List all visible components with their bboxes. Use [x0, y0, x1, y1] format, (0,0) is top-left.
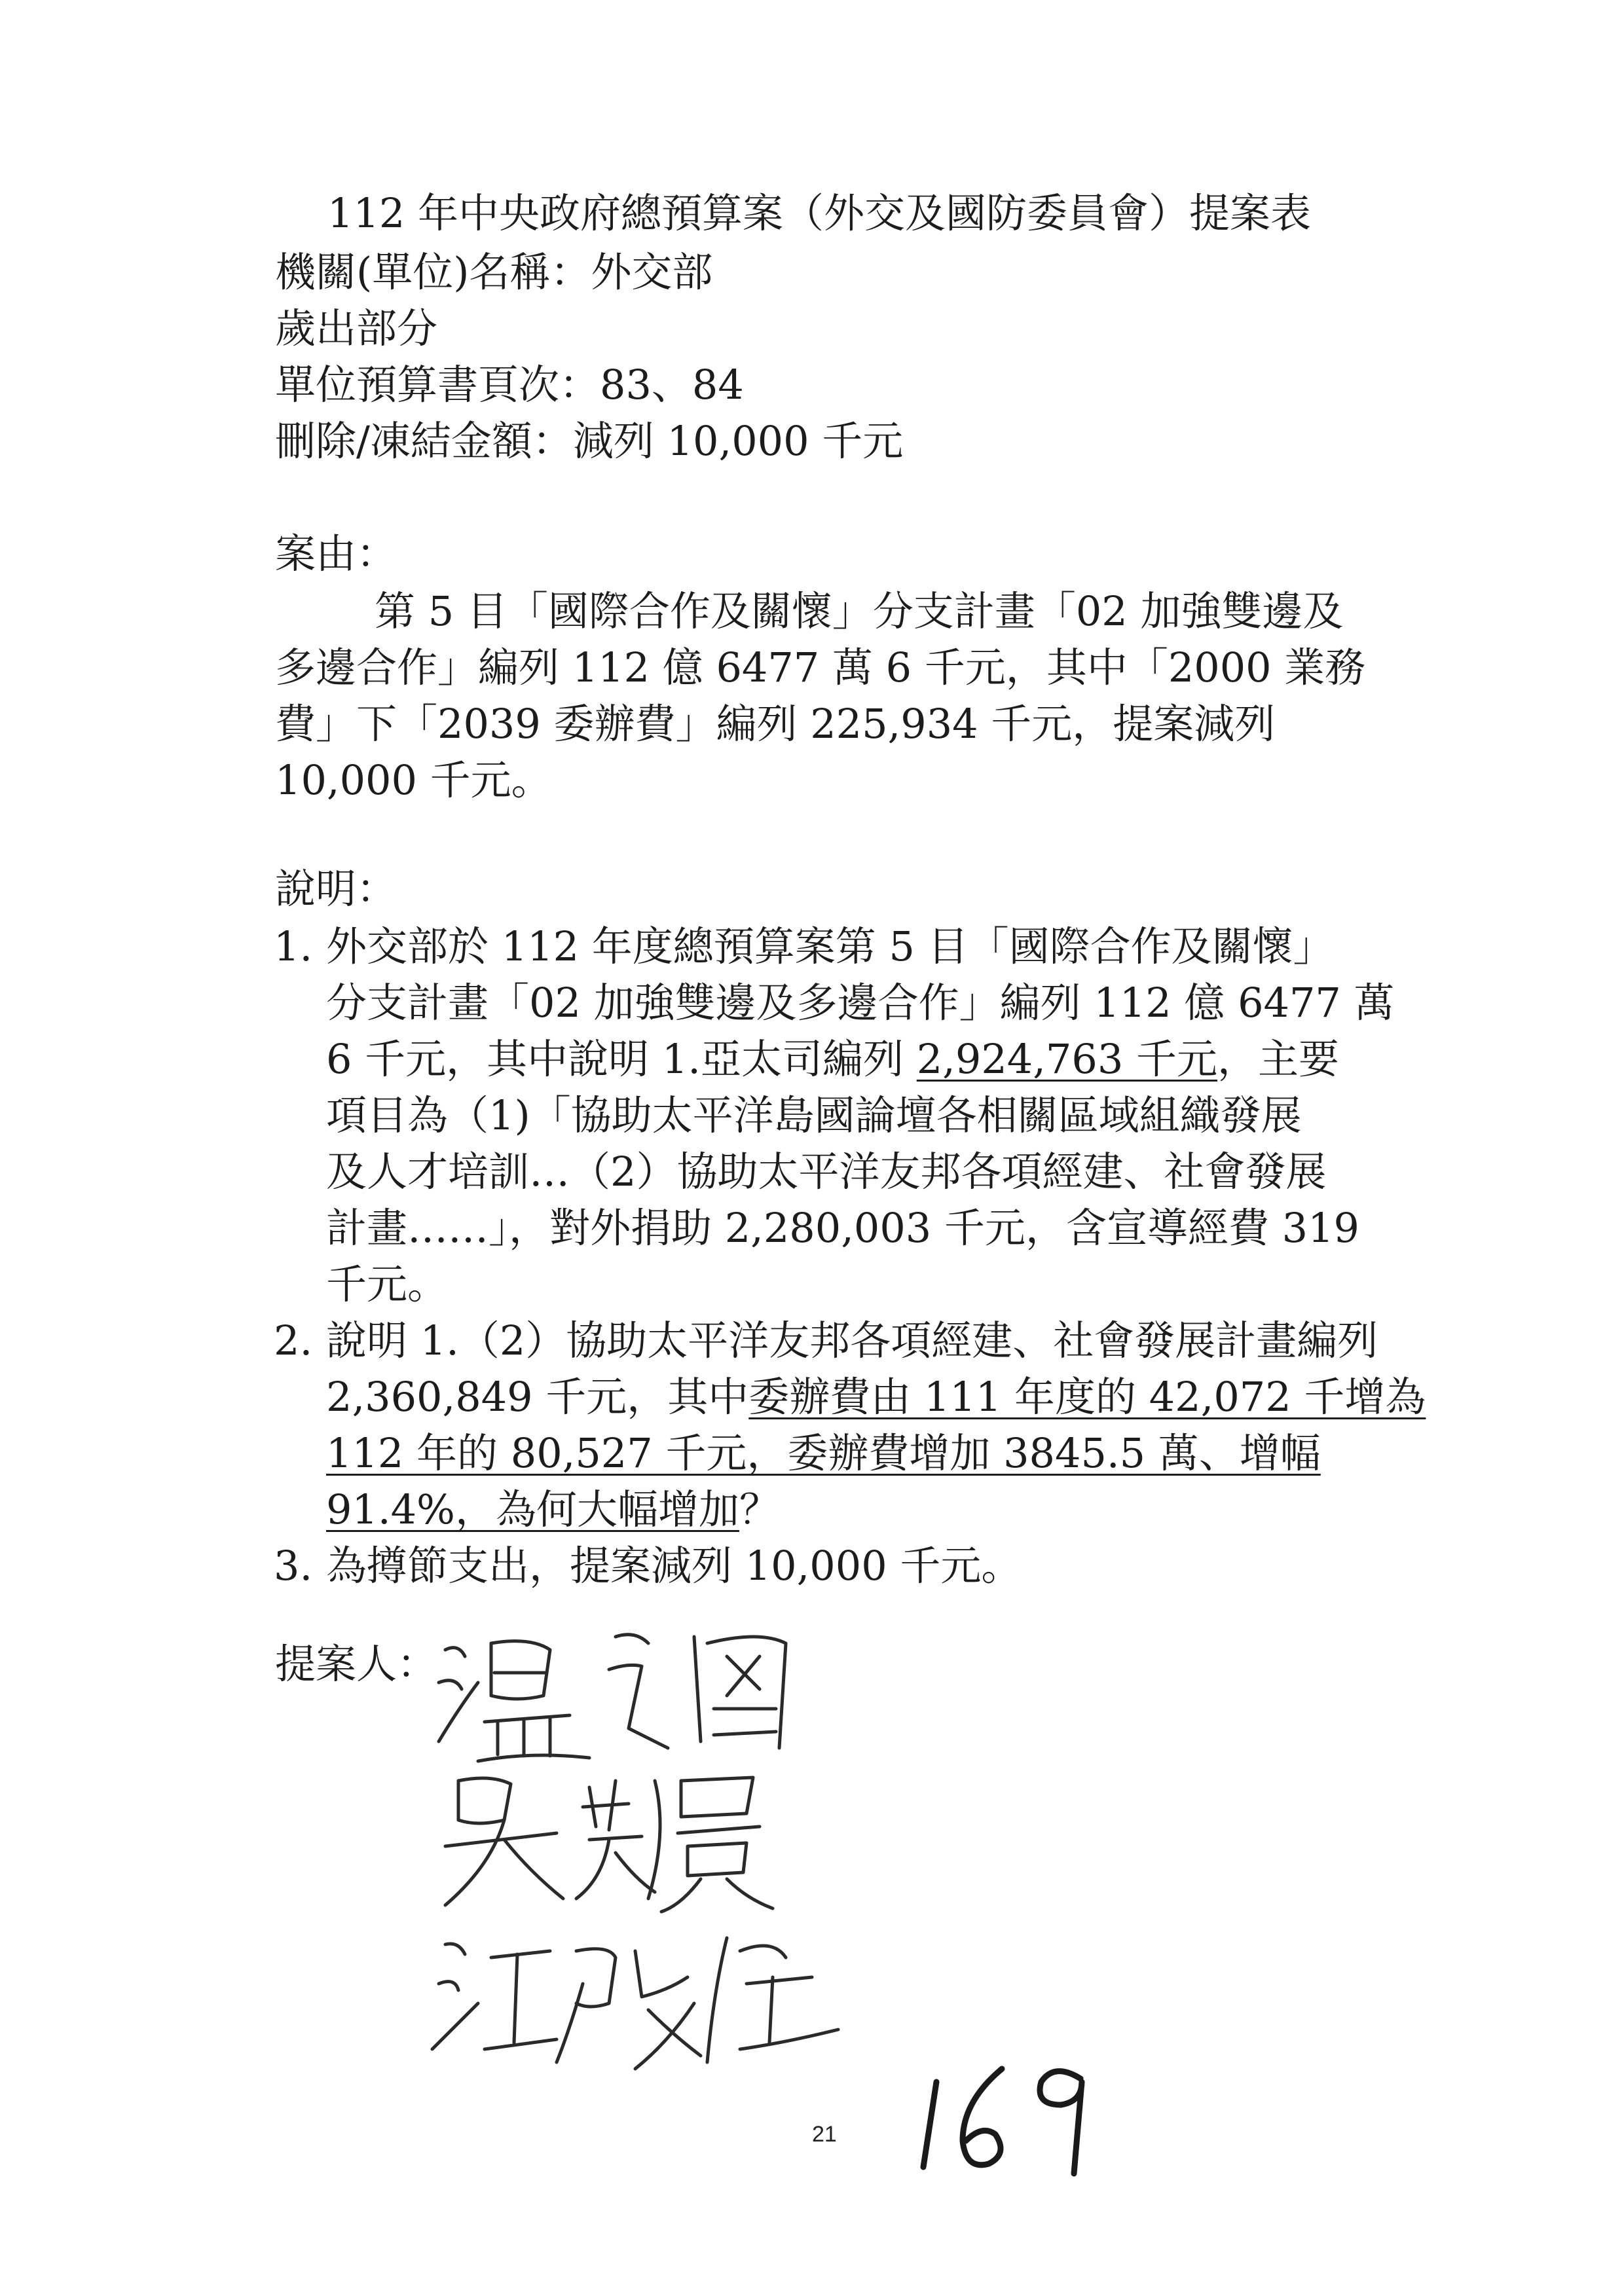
item2-text: ？ — [739, 1485, 780, 1533]
agency-line: 機關(單位)名稱：外交部 — [275, 248, 713, 296]
item1-line — [326, 1032, 1339, 1087]
item1-text: ，主要 — [1217, 1035, 1339, 1083]
item3-line: 為撙節支出，提案減列 10,000 千元。 — [326, 1542, 1022, 1590]
amount-line: 刪除/凍結金額：減列 10,000 千元 — [275, 417, 904, 465]
case-line: 費」下「2039 委辦費」編列 225,934 千元，提案減列 — [275, 700, 1276, 748]
item1-underlined-amount: 2,924,763 千元 — [916, 1035, 1217, 1083]
signature-3 — [419, 1912, 877, 2082]
case-heading: 案由： — [275, 530, 397, 577]
page-number: 21 — [812, 2122, 837, 2147]
item1-line: 及人才培訓…（2）協助太平洋友邦各項經建、社會發展 — [326, 1148, 1327, 1195]
item1-line: 項目為（1)「協助太平洋島國論壇各相關區域組織發展 — [326, 1091, 1302, 1139]
item1-text: 6 千元，其中說明 1.亞太司編列 — [326, 1035, 917, 1083]
item1-line: 外交部於 112 年度總預算案第 5 目「國際合作及關懷」 — [326, 922, 1334, 970]
explanation-heading: 說明： — [275, 865, 397, 913]
item2-text: 2,360,849 千元，其中 — [326, 1373, 749, 1421]
document-title: 112 年中央政府總預算案（外交及國防委員會）提案表 — [327, 189, 1312, 237]
budget-pages-line: 單位預算書頁次：83、84 — [275, 361, 744, 409]
item2-line: 說明 1.（2）協助太平洋友邦各項經建、社會發展計畫編列 — [326, 1317, 1378, 1364]
item-number: 3. — [274, 1542, 313, 1590]
case-line: 多邊合作」編列 112 億 6477 萬 6 千元，其中「2000 業務 — [275, 644, 1366, 691]
section-line: 歲出部分 — [275, 304, 438, 352]
item2-underlined-text: 委辦費由 111 年度的 42,072 千增為 — [748, 1373, 1426, 1421]
item2-line — [326, 1426, 1321, 1481]
proposer-label: 提案人： — [275, 1640, 438, 1688]
item-number: 1. — [274, 922, 313, 970]
item2-underlined-text: 91.4%，為何大幅增加 — [326, 1485, 739, 1533]
item-number: 2. — [274, 1317, 313, 1364]
item1-line: 分支計畫「02 加強雙邊及多邊合作」編列 112 億 6477 萬 — [326, 979, 1395, 1027]
case-line: 10,000 千元。 — [275, 756, 552, 804]
item2-underlined-text: 112 年的 80,527 千元，委辦費增加 3845.5 萬、增幅 — [326, 1429, 1321, 1477]
handwritten-page-number — [910, 2043, 1107, 2187]
signature-2 — [419, 1755, 877, 1918]
item2-line — [326, 1370, 1426, 1425]
signature-1 — [419, 1611, 877, 1774]
item1-line: 計畫……」，對外捐助 2,280,003 千元，含宣導經費 319 — [326, 1204, 1360, 1252]
item1-line: 千元。 — [326, 1260, 449, 1308]
item2-line — [326, 1482, 780, 1537]
case-line: 第 5 目「國際合作及關懷」分支計畫「02 加強雙邊及 — [375, 587, 1344, 635]
